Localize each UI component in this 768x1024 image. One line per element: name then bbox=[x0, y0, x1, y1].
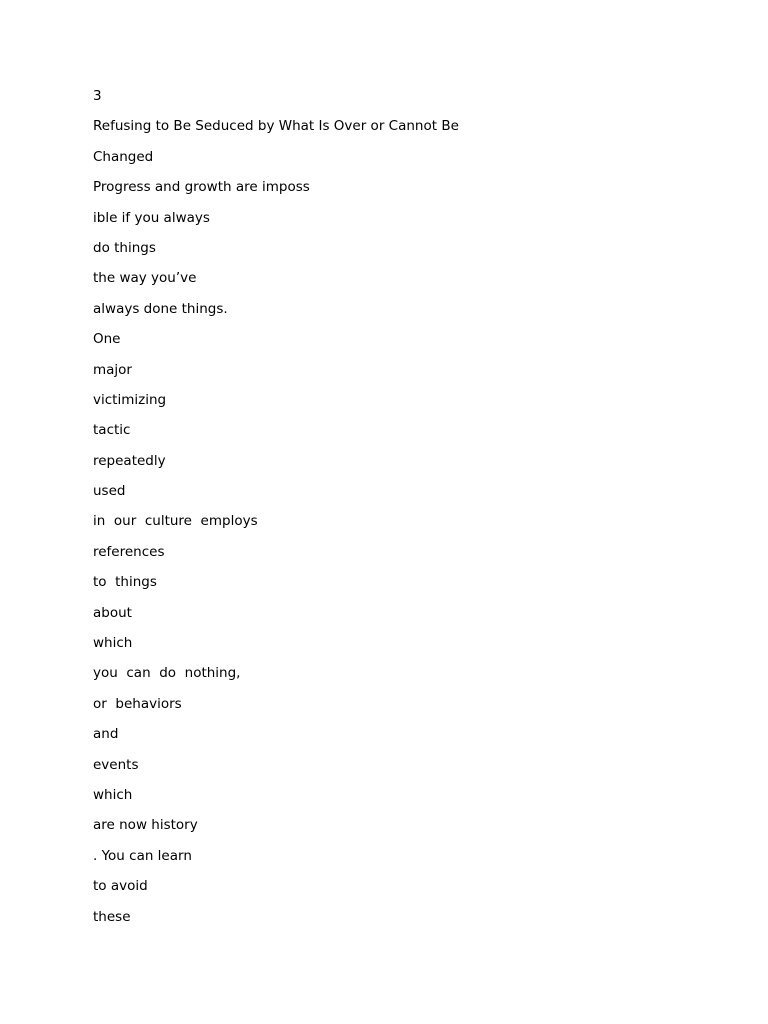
text-line: Progress and growth are imposs bbox=[93, 179, 310, 196]
text-line: these bbox=[93, 908, 131, 925]
text-line: major bbox=[93, 361, 132, 378]
text-line: which bbox=[93, 635, 133, 652]
text-line: or behaviors bbox=[93, 695, 182, 712]
text-line: do things bbox=[93, 239, 156, 256]
chapter-title-line-1: Refusing to Be Seduced by What Is Over or Cannot Be bbox=[93, 118, 459, 135]
text-line: victimizing bbox=[93, 391, 167, 408]
chapter-title-line-2: Changed bbox=[93, 148, 154, 165]
text-line: to things bbox=[93, 574, 157, 591]
text-line: which bbox=[93, 786, 133, 803]
text-line: you can do nothing, bbox=[93, 665, 241, 682]
text-line: are now history bbox=[93, 817, 198, 834]
page-number: 3 bbox=[93, 88, 102, 104]
text-line: repeatedly bbox=[93, 452, 166, 469]
text-line: events bbox=[93, 756, 139, 773]
text-line: One bbox=[93, 331, 121, 348]
text-line: and bbox=[93, 726, 119, 743]
text-line: . You can learn bbox=[93, 847, 192, 864]
text-line: references bbox=[93, 543, 165, 560]
text-line: tactic bbox=[93, 422, 131, 439]
text-line: the way you’ve bbox=[93, 270, 197, 287]
text-line: ible if you always bbox=[93, 209, 210, 226]
text-line: to avoid bbox=[93, 878, 148, 895]
text-line: about bbox=[93, 604, 132, 621]
text-line: used bbox=[93, 483, 126, 500]
document-text bbox=[93, 86, 459, 937]
text-line: in our culture employs bbox=[93, 513, 258, 530]
text-line: always done things. bbox=[93, 300, 228, 317]
